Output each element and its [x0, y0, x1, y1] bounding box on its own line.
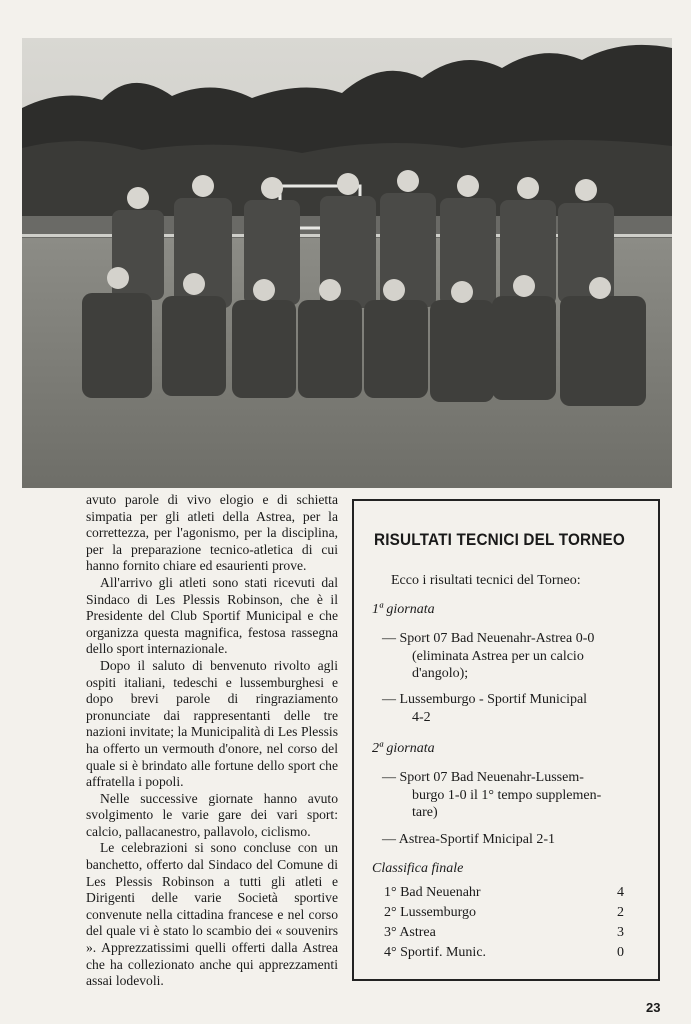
results-title: RISULTATI TECNICI DEL TORNEO — [374, 530, 625, 549]
results-box — [352, 499, 660, 981]
day2-result — [382, 769, 654, 822]
result-line: — Sport 07 Bad Neuenahr-Lussem- — [382, 770, 584, 785]
result-line: 4-2 — [412, 709, 431, 725]
standings-team: 2° Lussemburgo — [384, 905, 477, 920]
standings-row — [384, 905, 624, 925]
article-paragraph: Dopo il saluto di benvenuto rivolto agli ospiti italiani, tedeschi e lussemburghesi e dopo brevi parole di ringraziamento pronunciate dai rappresentanti delle tre nazioni invitate; la Municipalità di Les Plessis ha offerto un vermouth d'onore, nel corso del quale si è brindato alle fortune dello sport che affratella i popoli. — [86, 657, 338, 790]
result-line: — Sport 07 Bad Neuenahr-Astrea 0-0 — [382, 631, 595, 646]
result-line: d'angolo); — [412, 666, 469, 682]
standings-team: 1° Bad Neuenahr — [384, 885, 481, 900]
standings-row — [384, 885, 624, 905]
page-number: 23 — [646, 1000, 661, 1015]
standings-row — [384, 945, 624, 965]
results-intro: Ecco i risultati tecnici del Torneo: — [391, 573, 581, 588]
article-paragraph: Le celebrazioni si sono concluse con un banchetto, offerto dal Sindaco del Comune di Les Plessis Robinson a tutti gli atleti e Dirigenti delle varie Società sportive convenute nella cittadina francese e nel corso del quale vi è stato lo scambio dei « souvenirs ». Apprezzatissimi quelli offerti dalla Astrea che ha collezionato anche qui apprezzamenti assai lodevoli. — [86, 840, 338, 989]
standings-points: 4 — [617, 885, 624, 900]
article-text — [86, 492, 338, 990]
standings-team: 4° Sportif. Munic. — [384, 945, 487, 960]
result-line: burgo 1-0 il 1° tempo supplemen- — [412, 787, 602, 803]
standings-points: 0 — [617, 945, 624, 960]
standings-points: 3 — [617, 925, 624, 940]
standings-team: 3° Astrea — [384, 925, 436, 940]
result-line: (eliminata Astrea per un calcio — [412, 648, 584, 664]
day1-result — [382, 630, 654, 683]
result-line: tare) — [412, 805, 438, 821]
result-line: — Lussemburgo - Sportif Municipal — [382, 692, 588, 707]
article-paragraph: avuto parole di vivo elogio e di schietta simpatia per gli atleti della Astrea, per la correttezza, per l'agonismo, per la disciplina, per la preparazione tecnico-atletica di cui hanno fornito chiare ed esaurienti prove. — [86, 492, 338, 574]
day2-result — [382, 831, 654, 849]
standings-table — [384, 885, 624, 965]
standings-row — [384, 925, 624, 945]
article-paragraph: Nelle successive giornate hanno avuto svolgimento le varie gare dei vari sport: calcio, pallacanestro, pallavolo, ciclismo. — [86, 790, 338, 839]
article-paragraph: All'arrivo gli atleti sono stati ricevuti dal Sindaco di Les Plessis Robinson, che è il Presidente del Club Sportif Municipal e che organizza questa magnifica, festosa rassegna dello sport internazionale. — [86, 574, 338, 657]
result-line: — Astrea-Sportif Mnicipal 2-1 — [382, 832, 556, 847]
day2-label: 2ª giornata — [372, 741, 435, 756]
day1-result — [382, 691, 654, 726]
day1-label: 1ª giornata — [372, 602, 435, 617]
standings-label: Classifica finale — [372, 861, 464, 876]
team-photo — [22, 38, 672, 488]
team-photo-image — [22, 38, 672, 488]
standings-points: 2 — [617, 905, 624, 920]
